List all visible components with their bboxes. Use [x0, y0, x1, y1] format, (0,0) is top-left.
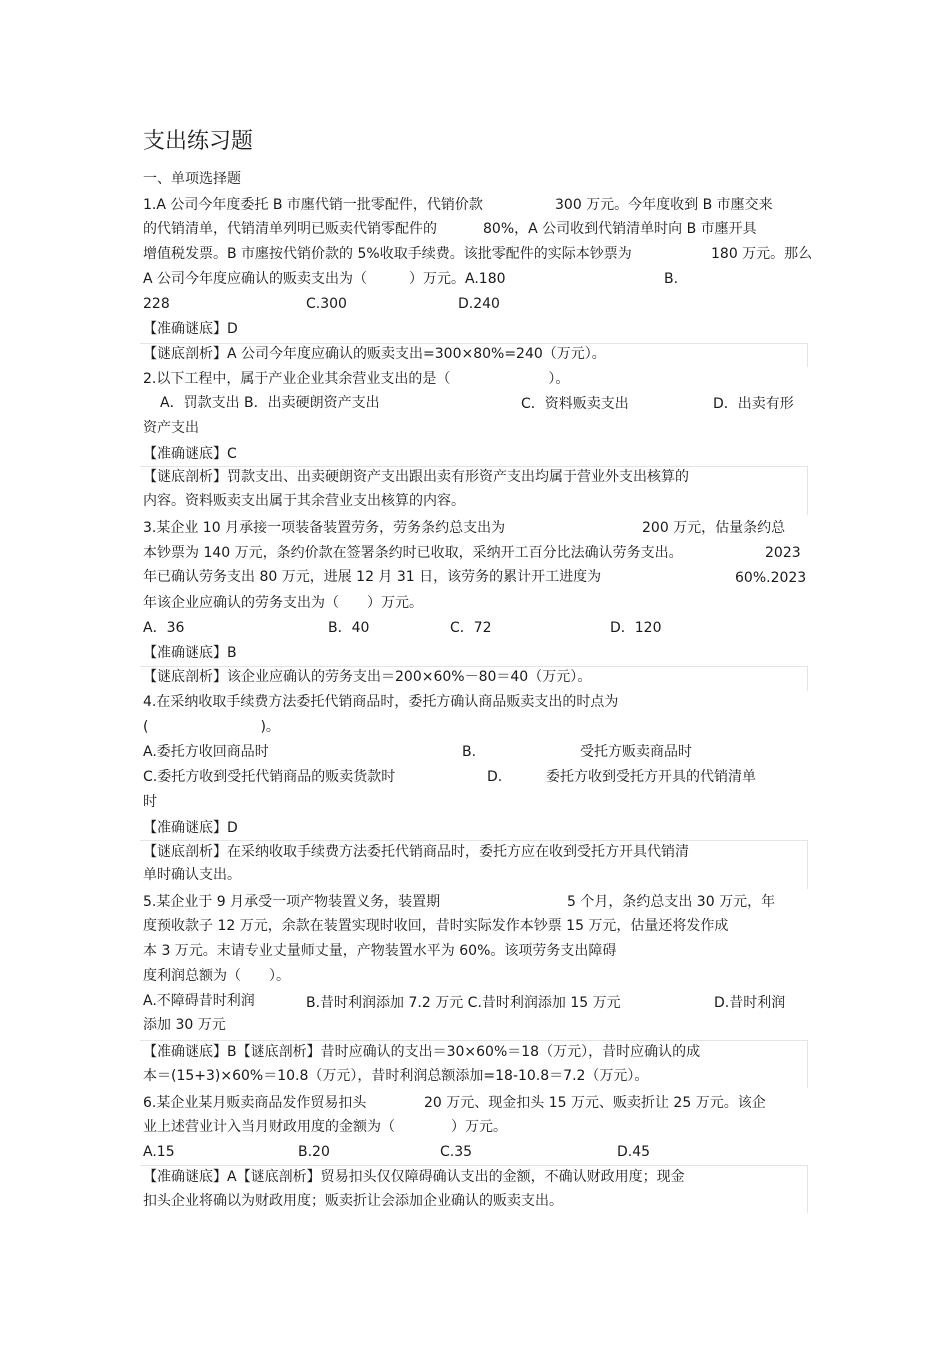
q6-line: 业上述营业计入当月财政用度的金额为（ ）万元。: [143, 1119, 507, 1135]
q2-option: 资产支出: [143, 420, 199, 436]
q1-line: 1.A 公司今年度委托 B 市廛代销一批零配件，代销价款: [143, 197, 483, 213]
q3-line: 60%.2023: [735, 570, 807, 586]
q1-option: C.300: [306, 296, 347, 312]
q2-option: D．出卖有形: [713, 396, 794, 412]
q6-analysis: 扣头企业将确以为财政用度；贩卖折让会添加企业确认的贩卖支出。: [143, 1193, 563, 1209]
q3-analysis: 【谜底剖析】该企业应确认的劳务支出＝200×60%－80＝40（万元）。: [143, 669, 592, 685]
q6-line: 6.某企业某月贩卖商品发作贸易扣头: [143, 1095, 367, 1111]
q5-answer: 【准确谜底】B【谜底剖析】昔时应确认的支出＝30×60%＝18（万元），昔时应确认的成: [143, 1044, 701, 1060]
q3-option: D．120: [610, 620, 662, 636]
q3-line: 年该企业应确认的劳务支出为（ ）万元。: [143, 595, 423, 611]
q1-line: 的代销清单，代销清单列明已贩卖代销零配件的: [143, 221, 437, 237]
q4-option: B.: [462, 744, 477, 760]
q1-option: D.240: [458, 296, 500, 312]
q2-stem: 2.以下工程中，属于产业企业其余营业支出的是（ ）。: [143, 371, 570, 387]
q5-line: 本 3 万元。末请专业丈量师丈量，产物装置水平为 60%。该项劳务支出障碍: [143, 943, 617, 959]
q1-line: A 公司今年度应确认的贩卖支出为（ ）万元。A.180: [143, 271, 506, 287]
q5-option: 添加 30 万元: [143, 1017, 226, 1033]
q4-option: 时: [143, 794, 157, 810]
page-title: 支出练习题: [143, 129, 254, 154]
q4-analysis: 单时确认支出。: [143, 867, 241, 883]
q6-option: B.20: [298, 1144, 330, 1160]
q1-line: 180 万元。那么: [711, 246, 813, 262]
q6-answer: 【准确谜底】A【谜底剖析】贸易扣头仅仅障碍确认支出的金额，不确认财政用度；现金: [143, 1169, 685, 1185]
q2-analysis: 内容。资料贩卖支出属于其余营业支出核算的内容。: [143, 493, 465, 509]
q4-option: C.委托方收到受托代销商品的贩卖货款时: [143, 769, 396, 785]
q2-answer: 【准确谜底】C: [143, 446, 237, 462]
q1-line: 增值税发票。B 市廛按代销价款的 5%收取手续费。该批零配件的实际本钞票为: [143, 246, 632, 262]
q4-answer: 【准确谜底】D: [143, 820, 238, 836]
q5-option: A.不障碍昔时利润: [143, 993, 255, 1009]
q2-analysis: 【谜底剖析】罚款支出、出卖硬朗资产支出跟出卖有形资产支出均属于营业外支出核算的: [143, 469, 689, 485]
q3-line: 年已确认劳务支出 80 万元，进展 12 月 31 日，该劳务的累计开工进度为: [143, 569, 602, 585]
q6-option: D.45: [617, 1144, 651, 1160]
q6-option: A.15: [143, 1144, 175, 1160]
q6-line: 20 万元、现金扣头 15 万元、贩卖折让 25 万元。该企: [424, 1095, 766, 1111]
q3-option: B．40: [328, 620, 370, 636]
q3-option: C．72: [450, 620, 492, 636]
q4-option: 受托方贩卖商品时: [580, 744, 692, 760]
q1-line: 80%，A 公司收到代销清单时向 B 市廛开具: [483, 221, 757, 237]
q3-option: A．36: [143, 620, 185, 636]
q4-line: 4.在采纳收取手续费方法委托代销商品时，委托方确认商品贩卖支出的时点为: [143, 694, 619, 710]
q2-option: C．资料贩卖支出: [521, 396, 629, 412]
q3-line: 3.某企业 10 月承接一项装备装置劳务，劳务条约总支出为: [143, 520, 506, 536]
q5-option: D.昔时利润: [714, 995, 786, 1011]
q1-analysis: 【谜底剖析】A 公司今年度应确认的贩卖支出=300×80%=240（万元）。: [143, 346, 606, 362]
section-heading: 一、单项选择题: [143, 171, 241, 187]
q2-option: A．罚款支出 B．出卖硬朗资产支出: [160, 395, 380, 411]
q3-line: 本钞票为 140 万元，条约价款在签署条约时已收取，采纳开工百分比法确认劳务支出。: [143, 545, 683, 561]
q4-option: A.委托方收回商品时: [143, 744, 269, 760]
q1-option: B.: [664, 271, 679, 287]
q4-option: 委托方收到受托方开具的代销清单: [546, 769, 756, 785]
q1-option: 228: [143, 296, 170, 312]
q5-line: 5 个月，条约总支出 30 万元，年: [567, 894, 776, 910]
q5-line: 5.某企业于 9 月承受一项产物装置义务，装置期: [143, 894, 441, 910]
q5-line: 度利润总额为（ ）。: [143, 968, 290, 984]
q6-option: C.35: [440, 1144, 473, 1160]
q4-option: D.: [487, 769, 503, 785]
q4-line: ( )。: [143, 719, 280, 735]
q1-answer: 【准确谜底】D: [143, 321, 238, 337]
q3-line: 200 万元，估量条约总: [642, 520, 786, 536]
q5-analysis: 本＝(15+3)×60%＝10.8（万元），昔时利润总额添加=18-10.8＝7.2（万元）。: [143, 1068, 649, 1084]
q5-line: 度预收款子 12 万元，余款在装置实现时收回，昔时实际发作本钞票 15 万元，估量还将发作成: [143, 918, 729, 934]
q3-line: 2023: [765, 545, 801, 561]
q4-analysis: 【谜底剖析】在采纳收取手续费方法委托代销商品时，委托方应在收到受托方开具代销清: [143, 844, 689, 860]
q5-option: B.昔时利润添加 7.2 万元 C.昔时利润添加 15 万元: [306, 995, 621, 1011]
q3-answer: 【准确谜底】B: [143, 645, 237, 661]
q1-line: 300 万元。今年度收到 B 市廛交来: [555, 197, 773, 213]
